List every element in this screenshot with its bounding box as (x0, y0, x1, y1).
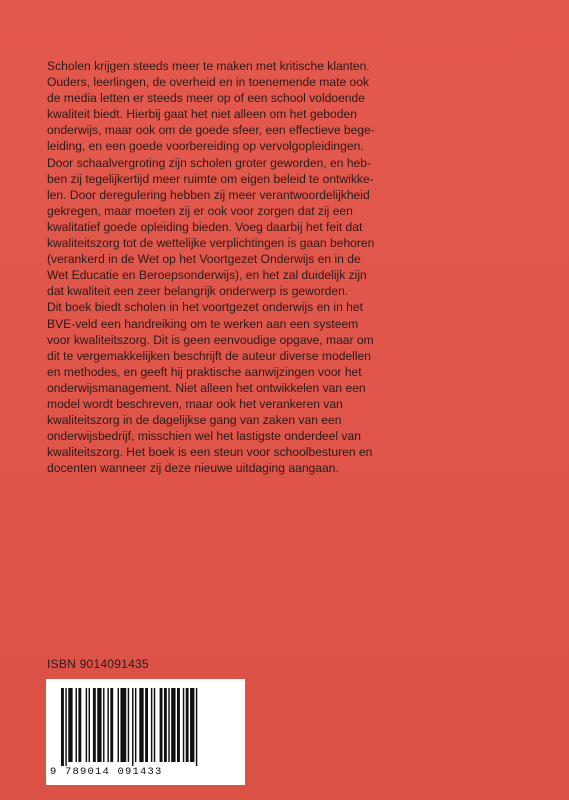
barcode-bar (120, 688, 126, 762)
barcode-bar (186, 688, 189, 762)
barcode-bar (61, 688, 64, 766)
barcode (46, 679, 245, 785)
barcode-bar (132, 688, 133, 766)
barcode-bar (110, 688, 113, 762)
blurb-line: kwalitatief goede opleiding bieden. Voeg daarbij het feit dat (47, 219, 363, 234)
barcode-bar (65, 688, 66, 766)
barcode-bar (89, 688, 90, 762)
blurb-line: onderwijsbedrijf, misschien wel het lastigste onderdeel van (47, 429, 361, 444)
barcode-bar (196, 688, 197, 766)
barcode-bar (68, 688, 72, 762)
blurb-line: Dit boek biedt scholen in het voortgezet onderwijs en in het (47, 300, 363, 315)
blurb-line: onderwijs, maar ook om de goede sfeer, een effectieve bege- (47, 123, 375, 138)
barcode-bar (164, 688, 167, 762)
blurb-line: BVE-veld een handreiking om te werken aan een systeem (47, 316, 359, 331)
barcode-bar (154, 688, 155, 762)
barcode-bar (183, 688, 184, 762)
barcode-bar (171, 688, 175, 762)
blurb-line: kwaliteitszorg. Het boek is een steun voor schoolbesturen en (47, 445, 373, 460)
blurb-line: Wet Educatie en Beroepsonderwijs), en het zal duidelijk zijn (47, 268, 367, 283)
barcode-bar (78, 688, 81, 762)
barcode-bar (93, 688, 96, 762)
blurb-line: Scholen krijgen steeds meer te maken met kritische klanten. (47, 59, 370, 73)
barcode-bar (103, 688, 104, 762)
blurb-line: dit te vergemakkelijken beschrijft de auteur diverse modellen (47, 348, 372, 363)
barcode-bar (97, 688, 101, 762)
blurb-line: en methodes, en geeft hij praktische aanwijzingen voor het (47, 364, 362, 379)
blurb-line: model wordt beschreven, maar ook het verankeren van (47, 396, 343, 411)
blurb-line: (verankerd in de Wet op het Voortgezet Onderwijs en in de (47, 252, 361, 267)
barcode-bar (160, 688, 163, 762)
barcode-bar (190, 688, 194, 762)
barcode-bar (168, 688, 169, 762)
barcode-bar (107, 688, 108, 762)
barcode-bar (128, 688, 129, 762)
blurb-line: Ouders, leerlingen, de overheid en in toenemende mate ook (47, 75, 370, 90)
barcode-bar (135, 688, 136, 762)
blurb-line: leiding, en een goede voorbereiding op vervolgopleidingen. (47, 139, 364, 154)
blurb-line: dat kwaliteit een zeer belangrijk onderwerp is geworden. (47, 284, 349, 299)
barcode-bar (177, 688, 180, 762)
blurb-line: voor kwaliteitszorg. Dit is geen eenvoudige opgave, maar om (47, 332, 374, 347)
blurb-line: len. Door deregulering hebben zij meer verantwoordelijkheid (47, 187, 370, 202)
blurb-line: onderwijsmanagement. Niet alleen het ontwikkelen van een (47, 380, 366, 395)
blurb-line: gekregen, maar moeten zij er ook voor zorgen dat zij een (47, 203, 353, 218)
barcode-bar (139, 688, 143, 762)
blurb-line: Door schaalvergroting zijn scholen groter geworden, en heb- (47, 155, 372, 170)
barcode-bars (59, 688, 233, 766)
blurb-line: kwaliteitszorg tot de wettelijke verplichtingen is gaan behoren (47, 236, 375, 251)
barcode-digits: 9 789014 091433 (50, 766, 163, 778)
isbn-label: ISBN 9014091435 (47, 657, 149, 671)
blurb-text (47, 58, 527, 476)
barcode-bar (76, 688, 77, 762)
blurb-line: de media letten er steeds meer op of een school voldoende (47, 91, 366, 106)
barcode-bar (86, 688, 87, 762)
blurb-line: docenten wanneer zij deze nieuwe uitdaging aangaan. (47, 461, 339, 476)
barcode-bar (145, 688, 148, 762)
barcode-bar (118, 688, 119, 762)
barcode-bar (151, 688, 152, 762)
blurb-line: ben zij tegelijkertijd meer ruimte om eigen beleid te ontwikke- (47, 171, 374, 186)
blurb-line: kwaliteitszorg in de dagelijkse gang van zaken van een (47, 413, 342, 428)
blurb-line: kwaliteit biedt. Hierbij gaat het niet alleen om het geboden (47, 107, 357, 122)
